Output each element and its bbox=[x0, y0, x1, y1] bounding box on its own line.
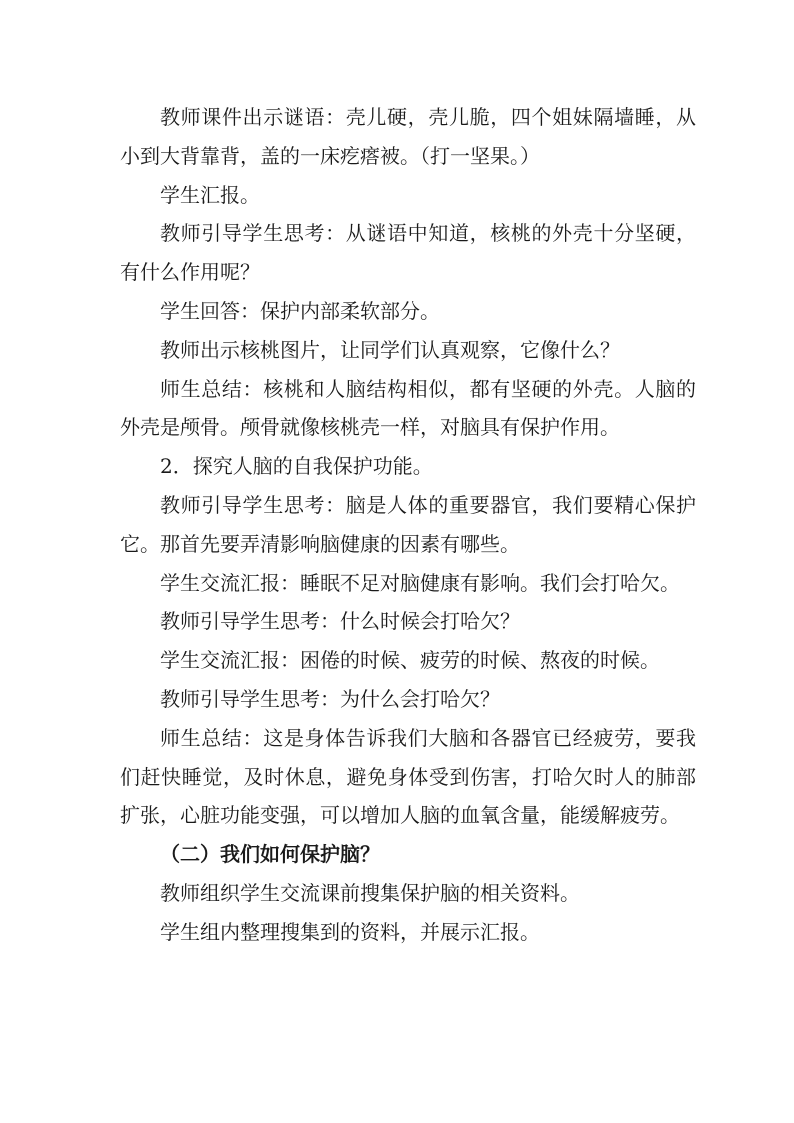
paragraph: 学生交流汇报：困倦的时候、疲劳的时候、熬夜的时候。 bbox=[160, 648, 660, 673]
paragraph: 教师引导学生思考：为什么会打哈欠？ bbox=[160, 686, 500, 711]
paragraph: 教师出示核桃图片，让同学们认真观察，它像什么？ bbox=[160, 337, 620, 362]
paragraph: 教师引导学生思考：什么时候会打哈欠？ bbox=[160, 609, 520, 634]
paragraph: 教师引导学生思考：从谜语中知道，核桃的外壳十分坚硬，有什么作用呢？ bbox=[120, 221, 696, 285]
paragraph: 2．探究人脑的自我保护功能。 bbox=[160, 454, 433, 479]
paragraph: 师生总结：这是身体告诉我们大脑和各器官已经疲劳，要我们赶快睡觉，及时休息，避免身体受到伤害，打哈欠时人的肺部扩张，心脏功能变强，可以增加人脑的血氧含量，能缓解疲劳。 bbox=[120, 725, 696, 828]
paragraph: 学生交流汇报：睡眠不足对脑健康有影响。我们会打哈欠。 bbox=[160, 570, 680, 595]
paragraph: 学生回答：保护内部柔软部分。 bbox=[160, 298, 440, 323]
paragraph: 师生总结：核桃和人脑结构相似，都有坚硬的外壳。人脑的外壳是颅骨。颅骨就像核桃壳一样，对脑具有保护作用。 bbox=[120, 376, 696, 440]
paragraph: 教师课件出示谜语：壳儿硬，壳儿脆，四个姐妹隔墙睡，从小到大背靠背，盖的一床疙瘩被。（打一坚果。） bbox=[120, 105, 696, 168]
document-body bbox=[120, 98, 696, 952]
paragraph: 教师引导学生思考：脑是人体的重要器官，我们要精心保护它。那首先要弄清影响脑健康的因素有哪些。 bbox=[120, 492, 696, 556]
paragraph: 学生组内整理搜集到的资料，并展示汇报。 bbox=[160, 919, 540, 944]
section-heading: （二）我们如何保护脑？ bbox=[160, 842, 380, 867]
paragraph: 学生汇报。 bbox=[160, 182, 260, 207]
paragraph: 教师组织学生交流课前搜集保护脑的相关资料。 bbox=[160, 880, 580, 905]
